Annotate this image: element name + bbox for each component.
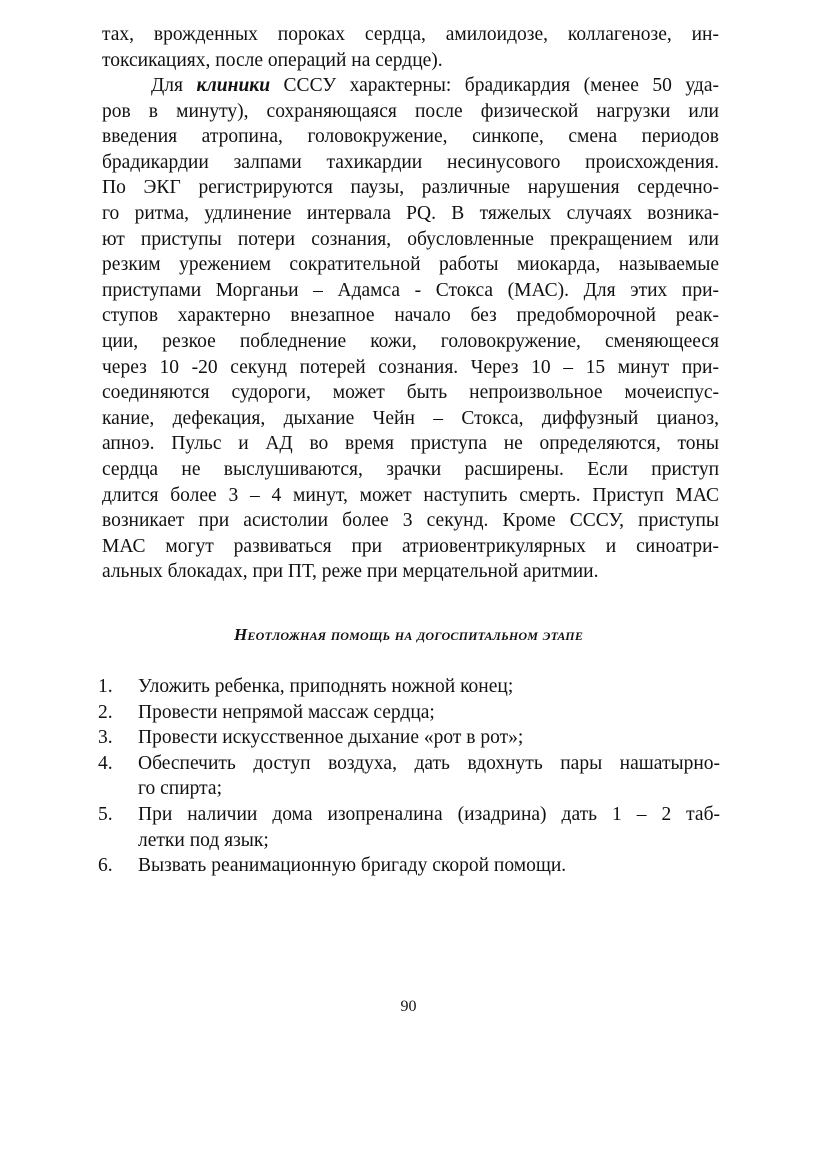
paragraph-continuation [102, 22, 719, 73]
list-item-text-continued: го спирта; [138, 778, 222, 800]
paragraph-line: ют приступы потери сознания, обусловленные прекращением или [102, 228, 719, 250]
paragraph-first-line-prefix: Для [151, 75, 197, 96]
paragraph-line: через 10 -20 секунд потерей сознания. Через 10 – 15 минут при- [102, 356, 719, 378]
list-item-text: При наличии дома изопреналина (изадрина) дать 1 – 2 таб- [138, 803, 720, 825]
paragraph-first-line-suffix: СССУ характерны: брадикардия (менее 50 уда- [270, 75, 719, 96]
section-heading: Неотложная помощь на догоспитальном этапе [233, 625, 584, 644]
list-item-text: Обеспечить доступ воздуха, дать вдохнуть пары нашатырно- [138, 752, 720, 774]
paragraph-line: апноэ. Пульс и АД во время приступа не определяются, тоны [102, 433, 719, 455]
list-item-text: Провести искусственное дыхание «рот в рот»; [138, 727, 524, 749]
list-item [98, 853, 720, 879]
paragraph-line: соединяются судороги, может быть непроизвольное мочеиспус- [102, 382, 719, 404]
list-item-number: 2. [98, 701, 113, 723]
list-item [98, 725, 720, 751]
paragraph-clinic [102, 73, 719, 585]
paragraph-line: приступами Морганьи – Адамса - Стокса (МАС). Для этих при- [102, 279, 719, 301]
paragraph-line: альных блокадах, при ПТ, реже при мерцательной аритмии. [102, 561, 599, 583]
paragraph-line: длится более 3 – 4 минут, может наступить смерть. Приступ МАС [102, 484, 719, 506]
list-item-text-continued: летки под язык; [138, 829, 269, 851]
paragraph-line: ров в минуту), сохраняющаяся после физической нагрузки или [102, 100, 719, 122]
list-item [98, 751, 720, 802]
list-item-number: 5. [98, 803, 113, 825]
list-item-number: 4. [98, 752, 113, 774]
list-item-text: Провести непрямой массаж сердца; [138, 701, 435, 723]
list-item [98, 674, 720, 700]
paragraph-line: ступов характерно внезапное начало без предобморочной реак- [102, 305, 719, 327]
page-number: 90 [400, 998, 417, 1015]
paragraph-line: резким урежением сократительной работы миокарда, называемые [102, 254, 719, 276]
emergency-steps-list [98, 674, 720, 879]
list-item-number: 1. [98, 676, 113, 697]
clinic-emphasis: клиники [196, 75, 271, 96]
paragraph-line: возникает при асистолии более 3 секунд. Кроме СССУ, приступы [102, 510, 719, 532]
paragraph-line: го ритма, удлинение интервала PQ. В тяжелых случаях возника- [102, 202, 719, 224]
list-item-number: 6. [98, 855, 113, 877]
paragraph-line: брадикардии залпами тахикардии несинусового происхождения. [102, 151, 719, 173]
paragraph-line: тах, врожденных пороках сердца, амилоидозе, коллагенозе, ин- [102, 24, 719, 45]
list-item-number: 3. [98, 727, 113, 749]
list-item [98, 700, 720, 726]
paragraph-line: сердца не выслушиваются, зрачки расширены. Если приступ [102, 458, 719, 480]
paragraph-first-line [102, 73, 719, 99]
list-item [98, 802, 720, 853]
paragraph-line: По ЭКГ регистрируются паузы, различные нарушения сердечно- [102, 177, 719, 199]
list-item-text: Вызвать реанимационную бригаду скорой помощи. [138, 855, 567, 877]
paragraph-line: МАС могут развиваться при атриовентрикулярных и синоатри- [102, 535, 719, 557]
paragraph-line: кание, дефекация, дыхание Чейн – Стокса, диффузный цианоз, [102, 407, 719, 429]
paragraph-line: введения атропина, головокружение, синкопе, смена периодов [102, 126, 719, 148]
list-item-text: Уложить ребенка, приподнять ножной конец; [138, 676, 514, 697]
paragraph-line: токсикациях, после операций на сердце). [102, 49, 443, 71]
paragraph-line: ции, резкое побледнение кожи, головокружение, сменяющееся [102, 330, 719, 352]
